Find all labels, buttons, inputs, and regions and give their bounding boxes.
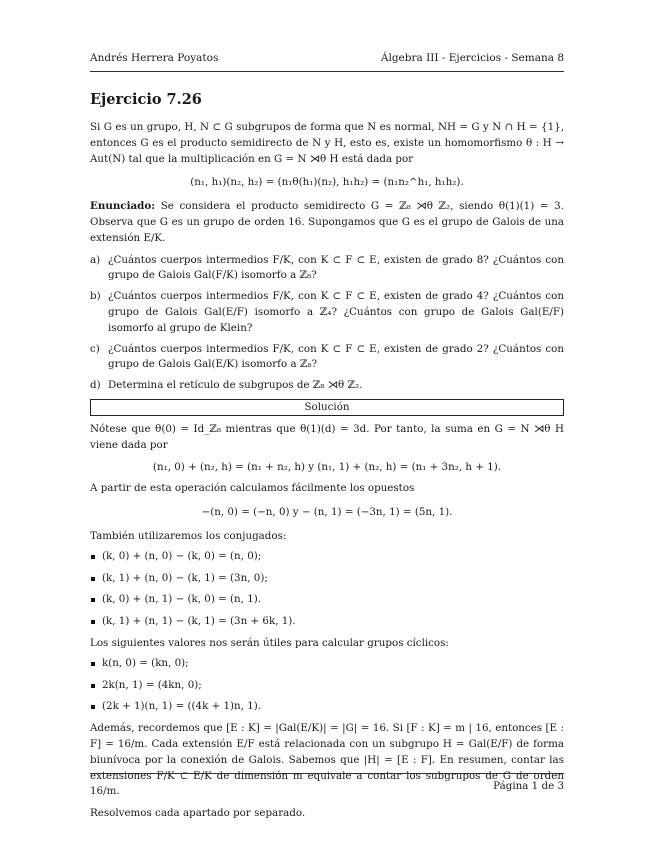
bullet-icon [91,705,95,709]
question-text: Determina el retículo de subgrupos de ℤ₈ ⋊θ ℤ₂. [108,379,363,392]
statement-paragraph [90,199,564,246]
header-author: Andrés Herrera Poyatos [90,52,219,64]
bullet-icon [91,684,95,688]
bullet-icon [91,662,95,666]
bullet-icon [91,555,95,559]
header-rule [90,71,564,72]
cyclic-list [90,656,564,715]
solution-paragraph-4: Los siguientes valores nos serán útiles para calcular grupos cíclicos: [90,636,449,649]
page-number: Página 1 de 3 [493,780,564,792]
footer-rule [90,773,564,774]
list-item: (k, 1) + (n, 0) − (k, 1) = (3n, 0); [90,571,564,587]
list-item: (k, 0) + (n, 0) − (k, 0) = (n, 0); [90,549,564,565]
bullet-icon [91,598,95,602]
question-item [90,378,564,394]
exercise-title: Ejercicio 7.26 [90,91,202,108]
header-course: Álgebra III - Ejercicios - Semana 8 [380,52,564,64]
question-marker: c) [90,342,100,355]
question-text: ¿Cuántos cuerpos intermedios F/K, con K ⊂ F ⊂ E, existen de grado 2? ¿Cuántos con grupo de Galois Gal(E/K) isomorfo a ℤ₈? [108,342,564,371]
conjugate-list [90,549,564,630]
list-item: k(n, 0) = (kn, 0); [90,656,564,672]
list-item: (2k + 1)(n, 1) = ((4k + 1)n, 1). [90,699,564,715]
solution-paragraph-5: Además, recordemos que [E : K] = |Gal(E/K)| = |G| = 16. Si [F : K] = m | 16, entonces [E : F] = 16/m. Cada extensión E/F está relacionada con un subgrupo H = Gal(E/F) de forma biunívoca por la conexión de Galois. Sabemos que |H| = [E : F]. En resumen, contar las extensiones F/K ⊂ E/K de dimensión m equivale a contar los subgrupos de G de orden 16/m. [90,722,564,798]
question-marker: a) [90,253,101,266]
solution-paragraph-1: Nótese que θ(0) = Id_ℤ₈ mientras que θ(1)(d) = 3d. Por tanto, la suma en G = N ⋊θ H viene dada por [90,422,564,451]
list-item: (k, 1) + (n, 1) − (k, 1) = (3n + 6k, 1). [90,614,564,630]
question-text: ¿Cuántos cuerpos intermedios F/K, con K ⊂ F ⊂ E, existen de grado 8? ¿Cuántos con grupo de Galois Gal(F/K) isomorfo a ℤ₈? [108,253,564,282]
list-item: (k, 0) + (n, 1) − (k, 0) = (n, 1). [90,592,564,608]
list-item: 2k(n, 1) = (4kn, 0); [90,678,564,694]
question-item [90,342,564,374]
question-item [90,253,564,285]
solution-equation-1: (n₁, 0) + (n₂, h) = (n₁ + n₂, h) y (n₁, 1) + (n₂, h) = (n₁ + 3n₂, h + 1). [152,460,502,473]
bullet-icon [91,577,95,581]
solution-equation-2: −(n, 0) = (−n, 0) y − (n, 1) = (−3n, 1) = (5n, 1). [201,506,453,519]
question-item [90,289,564,336]
intro-equation: (n₁, h₁)(n₂, h₂) = (n₁θ(h₁)(n₂), h₁h₂) = (n₁n₂^h₁, h₁h₂). [190,176,464,189]
bullet-icon [91,620,95,624]
document-body [90,120,564,822]
intro-paragraph: Si G es un grupo, H, N ⊂ G subgrupos de forma que N es normal, NH = G y N ∩ H = {1}, entonces G es el producto semidirecto de N y H, esto es, existe un homomorfismo θ : H → Aut(N) tal que la multiplicación en G = N ⋊θ H está dada por [90,121,564,165]
solution-box: Solución [90,399,564,416]
solution-paragraph-2: A partir de esta operación calculamos fácilmente los opuestos [90,482,415,495]
question-marker: b) [90,290,101,303]
statement-text: Se considera el producto semidirecto G = ℤ₈ ⋊θ ℤ₂, siendo θ(1)(1) = 3. Observa que G es un grupo de orden 16. Supongamos que G es el grupo de Galois de una extensión E/K. [90,200,565,244]
question-list [90,253,564,394]
solution-paragraph-3: También utilizaremos los conjugados: [90,529,287,542]
question-text: ¿Cuántos cuerpos intermedios F/K, con K ⊂ F ⊂ E, existen de grado 4? ¿Cuántos con grupo de Galois Gal(E/F) isomorfo a ℤ₄? ¿Cuántos con grupo de Galois Gal(E/F) isomorfo al grupo de Klein? [108,290,564,334]
statement-label: Enunciado: [90,200,156,213]
question-marker: d) [90,379,101,392]
solution-paragraph-6: Resolvemos cada apartado por separado. [90,807,306,820]
